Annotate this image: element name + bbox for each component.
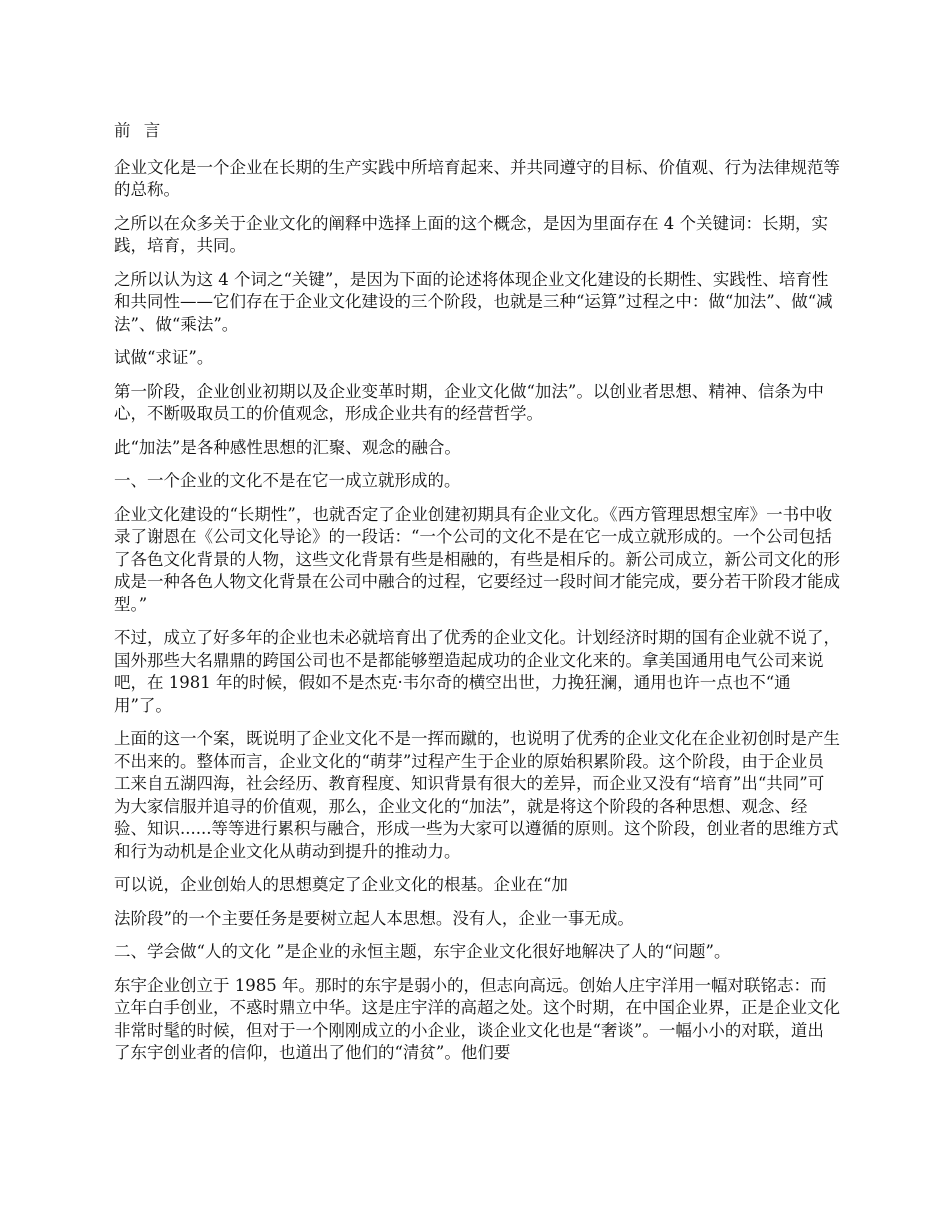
paragraph-people-first: 法阶段”的一个主要任务是要树立起人本思想。没有人，企业一事无成。 xyxy=(114,908,634,928)
section-heading-one: 一、一个企业的文化不是在它一成立就形成的。 xyxy=(114,471,461,490)
document-heading: 前 言 xyxy=(114,121,165,140)
paragraph-case-analysis: 上面的这一个案，既说明了企业文化不是一挥而蹴的，也说明了优秀的企业文化在企业初创时是产生不出来的。整体而言，企业文化的“萌芽”过程产生于企业的原始积累阶段。这个阶段，由于企业员工来自五湖四海，社会经历、教育程度、知识背景有很大的差异，而企业又没有“培育”出“共同”可为大家信服并追寻的价值观，那么，企业文化的“加法”，就是将这个阶段的各种思想、观念、经验、知识......等等进行累积与融合，形成一些为大家可以遵循的原则。这个阶段，创业者的思维方式和行为动机是企业文化从萌动到提升的推动力。 xyxy=(114,729,840,861)
paragraph-addition: 此“加法”是各种感性思想的汇聚、观念的融合。 xyxy=(114,437,461,457)
paragraph-proof: 试做“求证”。 xyxy=(114,348,214,367)
paragraph-ge-example: 不过，成立了好多年的企业也未必就培育出了优秀的企业文化。计划经济时期的国有企业就不说了，国外那些大名鼎鼎的跨国公司也不是都能够塑造起成功的企业文化来的。拿美国通用电气公司来说吧，在 1981 年的时候，假如不是杰克·韦尔奇的横空出世，力挽狂澜，通用也许一点也不“通用”了。 xyxy=(114,628,840,715)
paragraph-founder-thought: 可以说，企业创始人的思想奠定了企业文化的根基。企业在“加 xyxy=(114,875,568,894)
paragraph-keywords: 之所以在众多关于企业文化的阐释中选择上面的这个概念，是因为里面存在 4 个关键词：长期，实践，培育，共同。 xyxy=(114,213,828,255)
paragraph-long-term: 企业文化建设的“长期性”，也就否定了企业创建初期具有企业文化。《西方管理思想宝库》一书中收录了谢恩在《公司文化导论》的一段话：“一个公司的文化不是在它一成立就形成的。一个公司包括了各色文化背景的人物，这些文化背景有些是相融的，有些是相斥的。新公司成立，新公司文化的形成是一种各色人物文化背景在公司中融合的过程，它要经过一段时间才能完成，要分若干阶段才能成型。” xyxy=(114,504,840,614)
document-body xyxy=(114,120,840,1076)
paragraph-stage-one: 第一阶段，企业创业初期以及企业变革时期，企业文化做“加法”。以创业者思想、精神、信条为中心，不断吸取员工的价值观念，形成企业共有的经营哲学。 xyxy=(114,381,824,423)
section-heading-two: 二、学会做“人的文化 ”是企业的永恒主题，东宇企业文化很好地解决了人的“问题”。 xyxy=(114,942,731,961)
paragraph-definition: 企业文化是一个企业在长期的生产实践中所培育起来、并共同遵守的目标、价值观、行为法律规范等的总称。 xyxy=(114,157,840,199)
paragraph-dongyu-history: 东宇企业创立于 1985 年。那时的东宇是弱小的，但志向高远。创始人庄宇洋用一幅对联铭志：而立年白手创业，不惑时鼎立中华。这是庄宇洋的高超之处。这个时期，在中国企业界，正是企业文化非常时髦的时候，但对于一个刚刚成立的小企业，谈企业文化也是“奢谈”。一幅小小的对联，道出了东宇创业者的信仰，也道出了他们的“清贫”。他们要 xyxy=(114,975,840,1062)
paragraph-key-reason: 之所以认为这 4 个词之“关键”，是因为下面的论述将体现企业文化建设的长期性、实践性、培育性和共同性——它们存在于企业文化建设的三个阶段，也就是三种“运算”过程之中：做“加法”、做“减法”、做“乘法”。 xyxy=(114,269,833,334)
